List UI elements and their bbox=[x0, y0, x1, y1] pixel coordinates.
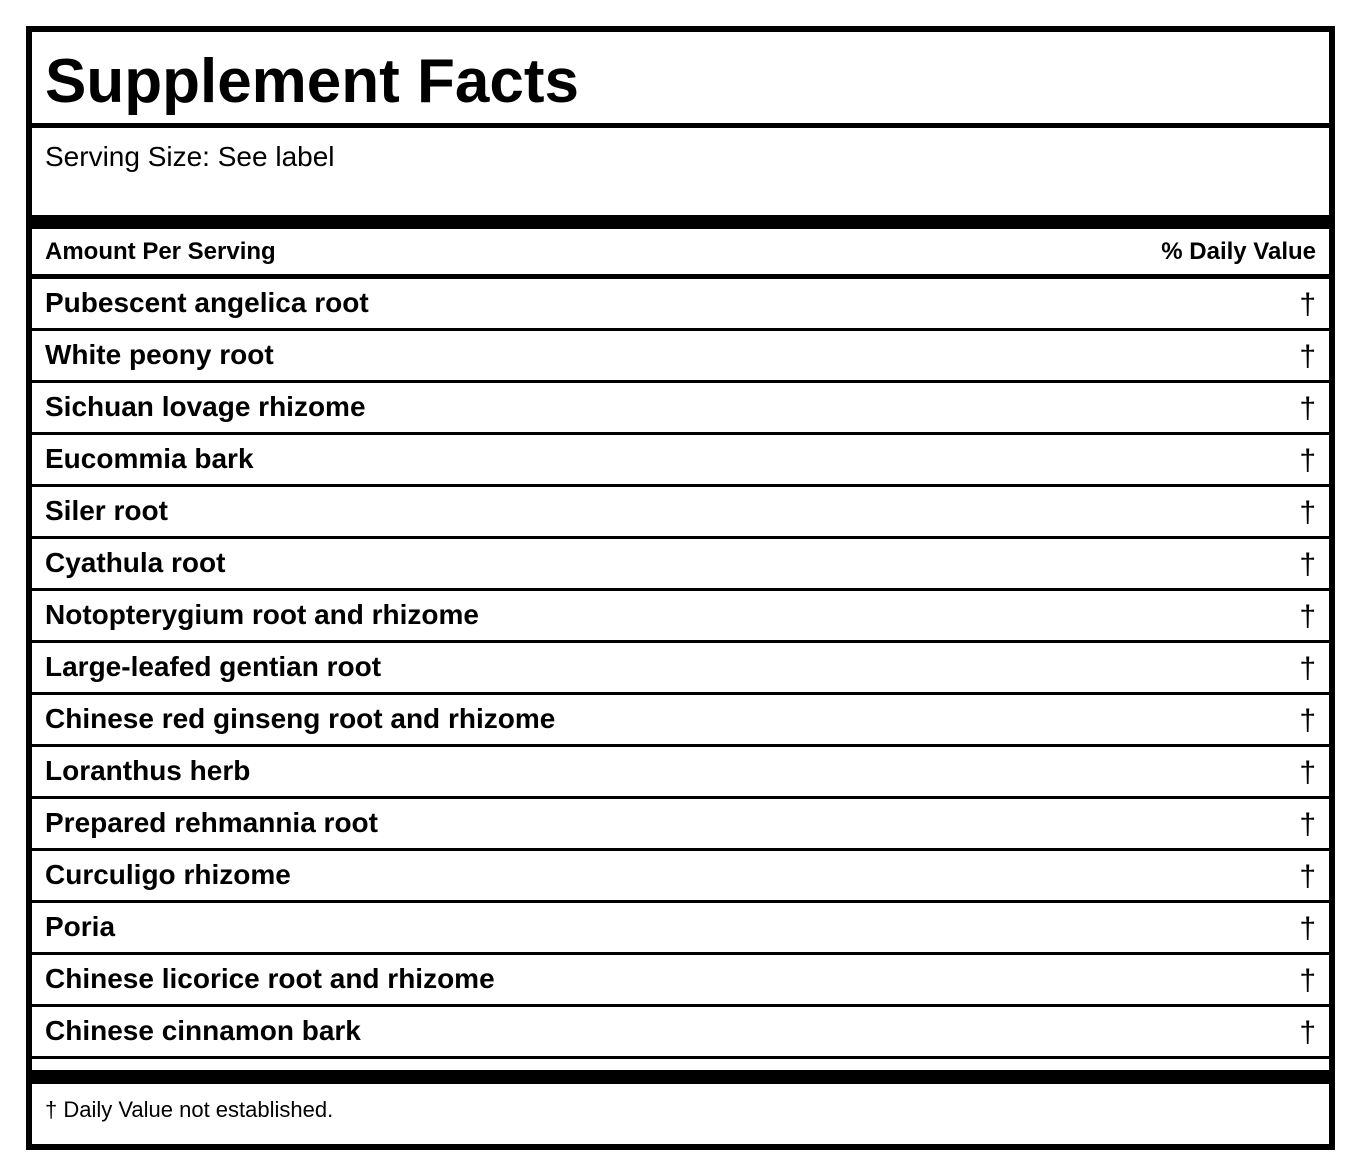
ingredient-row bbox=[32, 747, 1329, 799]
daily-value-dagger: † bbox=[1299, 600, 1316, 633]
daily-value-dagger: † bbox=[1299, 912, 1316, 945]
title-section bbox=[32, 32, 1329, 128]
ingredient-row bbox=[32, 591, 1329, 643]
daily-value-dagger: † bbox=[1299, 1016, 1316, 1049]
ingredient-name: Notopterygium root and rhizome bbox=[45, 599, 479, 630]
footnote-section bbox=[32, 1084, 1329, 1134]
ingredient-name: Poria bbox=[45, 911, 116, 942]
ingredient-row bbox=[32, 695, 1329, 747]
daily-value-dagger: † bbox=[1299, 808, 1316, 841]
ingredient-row bbox=[32, 955, 1329, 1007]
footnote: † Daily Value not established. bbox=[45, 1097, 334, 1122]
supplement-facts-label bbox=[26, 26, 1335, 1150]
ingredient-name: Chinese cinnamon bark bbox=[45, 1015, 361, 1046]
ingredient-row bbox=[32, 1007, 1329, 1059]
ingredient-name: Eucommia bark bbox=[45, 443, 254, 474]
ingredient-row bbox=[32, 643, 1329, 695]
ingredient-name: Sichuan lovage rhizome bbox=[45, 391, 366, 422]
daily-value-dagger: † bbox=[1299, 392, 1316, 425]
ingredient-name: Large-leafed gentian root bbox=[45, 651, 382, 682]
serving-section bbox=[32, 128, 1329, 229]
daily-value-dagger: † bbox=[1299, 496, 1316, 529]
ingredient-row bbox=[32, 539, 1329, 591]
ingredient-list bbox=[32, 279, 1329, 1059]
ingredient-name: Chinese red ginseng root and rhizome bbox=[45, 703, 556, 734]
daily-value-dagger: † bbox=[1299, 340, 1316, 373]
ingredient-name: Prepared rehmannia root bbox=[45, 807, 378, 838]
daily-value-dagger: † bbox=[1299, 288, 1316, 321]
daily-value-header: % Daily Value bbox=[1161, 238, 1316, 265]
ingredient-row bbox=[32, 331, 1329, 383]
ingredient-name: Cyathula root bbox=[45, 547, 226, 578]
ingredient-row bbox=[32, 799, 1329, 851]
daily-value-dagger: † bbox=[1299, 964, 1316, 997]
ingredient-name: White peony root bbox=[45, 339, 274, 370]
thick-divider bbox=[32, 1059, 1329, 1084]
ingredient-row bbox=[32, 851, 1329, 903]
serving-size: Serving Size: See label bbox=[45, 141, 335, 172]
daily-value-dagger: † bbox=[1299, 756, 1316, 789]
daily-value-dagger: † bbox=[1299, 548, 1316, 581]
daily-value-dagger: † bbox=[1299, 860, 1316, 893]
daily-value-dagger: † bbox=[1299, 444, 1316, 477]
column-header-row bbox=[32, 229, 1329, 279]
daily-value-dagger: † bbox=[1299, 652, 1316, 685]
ingredient-row bbox=[32, 435, 1329, 487]
ingredient-name: Chinese licorice root and rhizome bbox=[45, 963, 495, 994]
ingredient-name: Loranthus herb bbox=[45, 755, 251, 786]
amount-per-serving-header: Amount Per Serving bbox=[45, 238, 276, 265]
ingredient-name: Siler root bbox=[45, 495, 168, 526]
ingredient-name: Pubescent angelica root bbox=[45, 287, 369, 318]
label-title: Supplement Facts bbox=[45, 47, 579, 116]
ingredient-row bbox=[32, 487, 1329, 539]
ingredient-row bbox=[32, 279, 1329, 331]
ingredient-row bbox=[32, 903, 1329, 955]
daily-value-dagger: † bbox=[1299, 704, 1316, 737]
ingredient-row bbox=[32, 383, 1329, 435]
ingredient-name: Curculigo rhizome bbox=[45, 859, 291, 890]
